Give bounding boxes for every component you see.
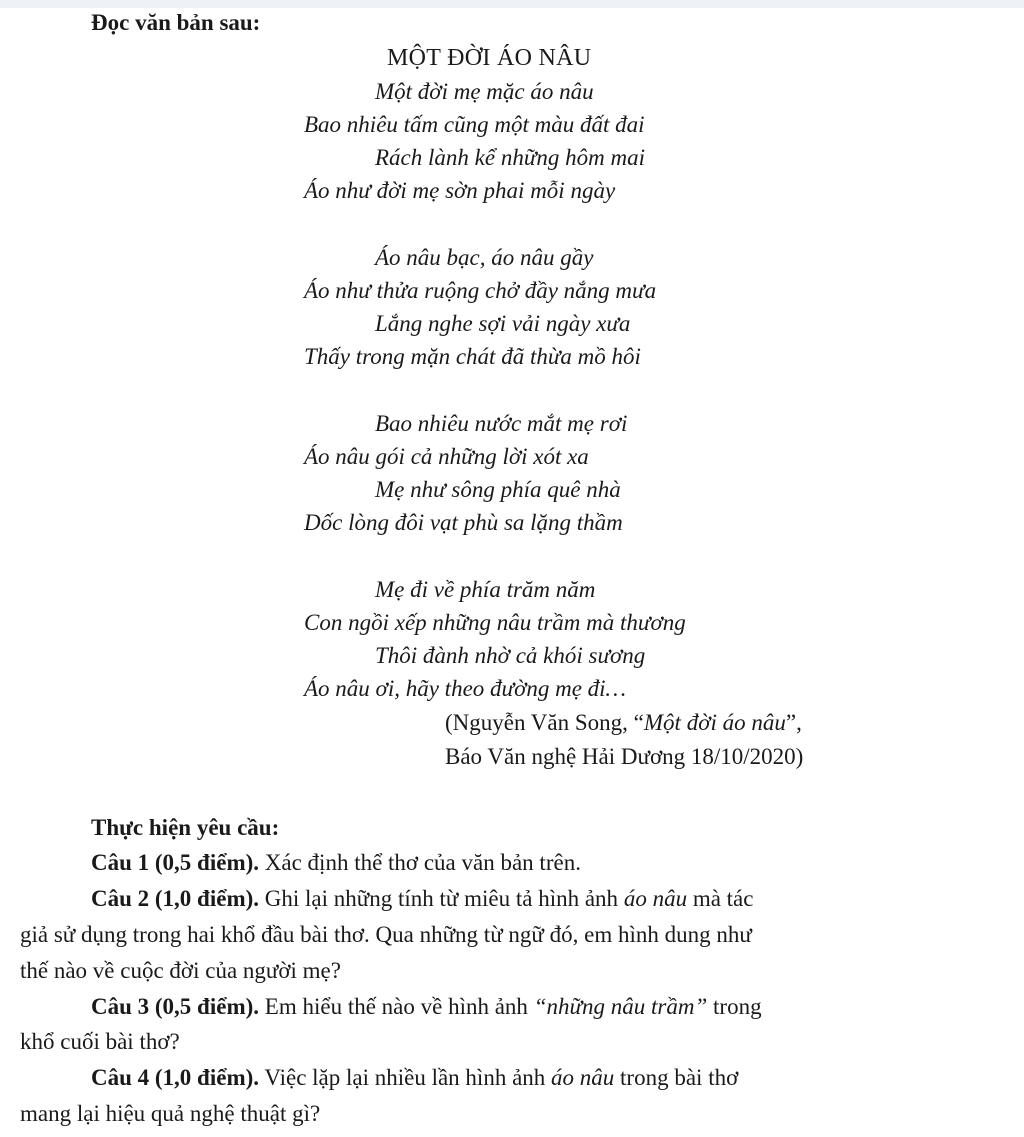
question-text: Việc lặp lại nhiều lần hình ảnh (259, 1065, 552, 1090)
question-emphasis: áo nâu (623, 886, 688, 911)
question-text: mà tác (687, 886, 754, 911)
poem-line: Một đời mẹ mặc áo nâu (375, 79, 594, 104)
question-3 (91, 992, 762, 1022)
question-text: Xác định thể thơ của văn bản trên. (259, 850, 581, 875)
source-title: Một đời áo nâu (643, 710, 786, 735)
question-emphasis: “những nâu trầm” (533, 994, 708, 1019)
poem-line: Mẹ như sông phía quê nhà (375, 477, 621, 502)
poem-line: Mẹ đi về phía trăm năm (375, 577, 596, 602)
poem-line: Áo như thửa ruộng chở đầy nắng mưa (304, 278, 657, 303)
question-text: trong (707, 994, 762, 1019)
question-3-line-2: khổ cuối bài thơ? (20, 1029, 180, 1054)
question-label: Câu 1 (0,5 điểm). (91, 850, 260, 875)
poem-line: Dốc lòng đôi vạt phù sa lặng thầm (304, 510, 623, 535)
poem-line: Bao nhiêu tấm cũng một màu đất đai (304, 112, 645, 137)
top-bar (0, 0, 1024, 8)
poem-line: Lắng nghe sợi vải ngày xưa (375, 311, 631, 336)
poem-line: Bao nhiêu nước mắt mẹ rơi (375, 411, 628, 436)
poem-source-line-1 (445, 708, 802, 738)
question-1 (91, 848, 581, 878)
poem-line: Áo như đời mẹ sờn phai mỗi ngày (304, 178, 616, 203)
question-label: Câu 4 (1,0 điểm). (91, 1065, 260, 1090)
tasks-heading: Thực hiện yêu cầu: (91, 815, 280, 840)
poem-line: Thôi đành nhờ cả khói sương (375, 643, 646, 668)
poem-source-line-2: Báo Văn nghệ Hải Dương 18/10/2020) (445, 744, 804, 769)
question-text: trong bài thơ (614, 1065, 739, 1090)
poem-line: Áo nâu gói cả những lời xót xa (304, 444, 589, 469)
question-emphasis: áo nâu (551, 1065, 615, 1090)
poem-line: Áo nâu ơi, hãy theo đường mẹ đi… (304, 676, 626, 701)
question-label: Câu 3 (0,5 điểm). (91, 994, 260, 1019)
poem-line: Con ngồi xếp những nâu trầm mà thương (304, 610, 686, 635)
question-2 (91, 884, 753, 914)
question-4 (91, 1063, 738, 1093)
instruction-heading: Đọc văn bản sau: (91, 10, 261, 35)
poem-line: Rách lành kể những hôm mai (375, 145, 645, 170)
question-text: Em hiểu thế nào về hình ảnh (259, 994, 534, 1019)
source-author: (Nguyễn Văn Song, “ (445, 710, 644, 735)
source-close: ”, (785, 710, 802, 735)
poem-line: Áo nâu bạc, áo nâu gầy (375, 245, 594, 270)
question-2-line-3: thế nào về cuộc đời của người mẹ? (20, 958, 341, 983)
question-label: Câu 2 (1,0 điểm). (91, 886, 260, 911)
poem-title: MỘT ĐỜI ÁO NÂU (387, 45, 592, 71)
question-text: Ghi lại những tính từ miêu tả hình ảnh (259, 886, 624, 911)
question-4-line-2: mang lại hiệu quả nghệ thuật gì? (20, 1101, 321, 1126)
question-2-line-2: giả sử dụng trong hai khổ đầu bài thơ. Qua những từ ngữ đó, em hình dung như (20, 922, 752, 947)
poem-line: Thấy trong mặn chát đã thừa mồ hôi (304, 344, 641, 369)
